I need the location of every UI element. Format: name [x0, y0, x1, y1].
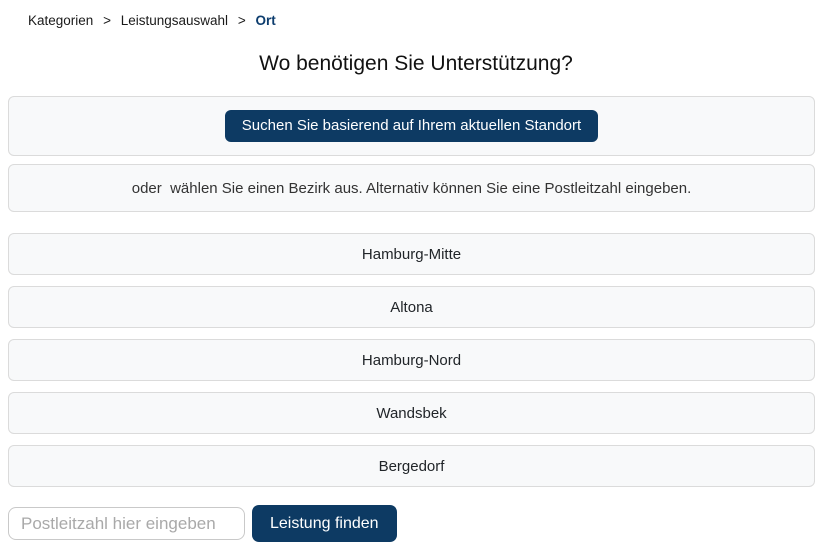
- breadcrumb-item-leistungsauswahl[interactable]: Leistungsauswahl: [120, 13, 229, 28]
- district-item-wandsbek[interactable]: Wandsbek: [8, 392, 815, 434]
- postal-code-row: [8, 505, 815, 542]
- district-item-altona[interactable]: Altona: [8, 286, 815, 328]
- breadcrumb-item-ort-current: Ort: [255, 13, 276, 28]
- district-item-bergedorf[interactable]: Bergedorf: [8, 445, 815, 487]
- breadcrumb: [0, 0, 832, 28]
- district-list: [0, 233, 832, 487]
- district-item-hamburg-nord[interactable]: Hamburg-Nord: [8, 339, 815, 381]
- breadcrumb-separator: >: [103, 13, 111, 28]
- instruction-text: oder wählen Sie einen Bezirk aus. Alternativ können Sie eine Postleitzahl eingeben.: [131, 179, 692, 197]
- search-by-location-button[interactable]: Suchen Sie basierend auf Ihrem aktuellen Standort: [225, 110, 598, 142]
- breadcrumb-item-kategorien[interactable]: Kategorien: [28, 13, 94, 28]
- district-item-hamburg-mitte[interactable]: Hamburg-Mitte: [8, 233, 815, 275]
- breadcrumb-separator: >: [237, 13, 246, 28]
- find-service-button[interactable]: Leistung finden: [252, 505, 397, 542]
- standort-panel: [8, 96, 815, 156]
- postal-code-input[interactable]: [8, 507, 245, 540]
- instruction-panel: [8, 164, 815, 212]
- page-title: Wo benötigen Sie Unterstützung?: [259, 52, 573, 75]
